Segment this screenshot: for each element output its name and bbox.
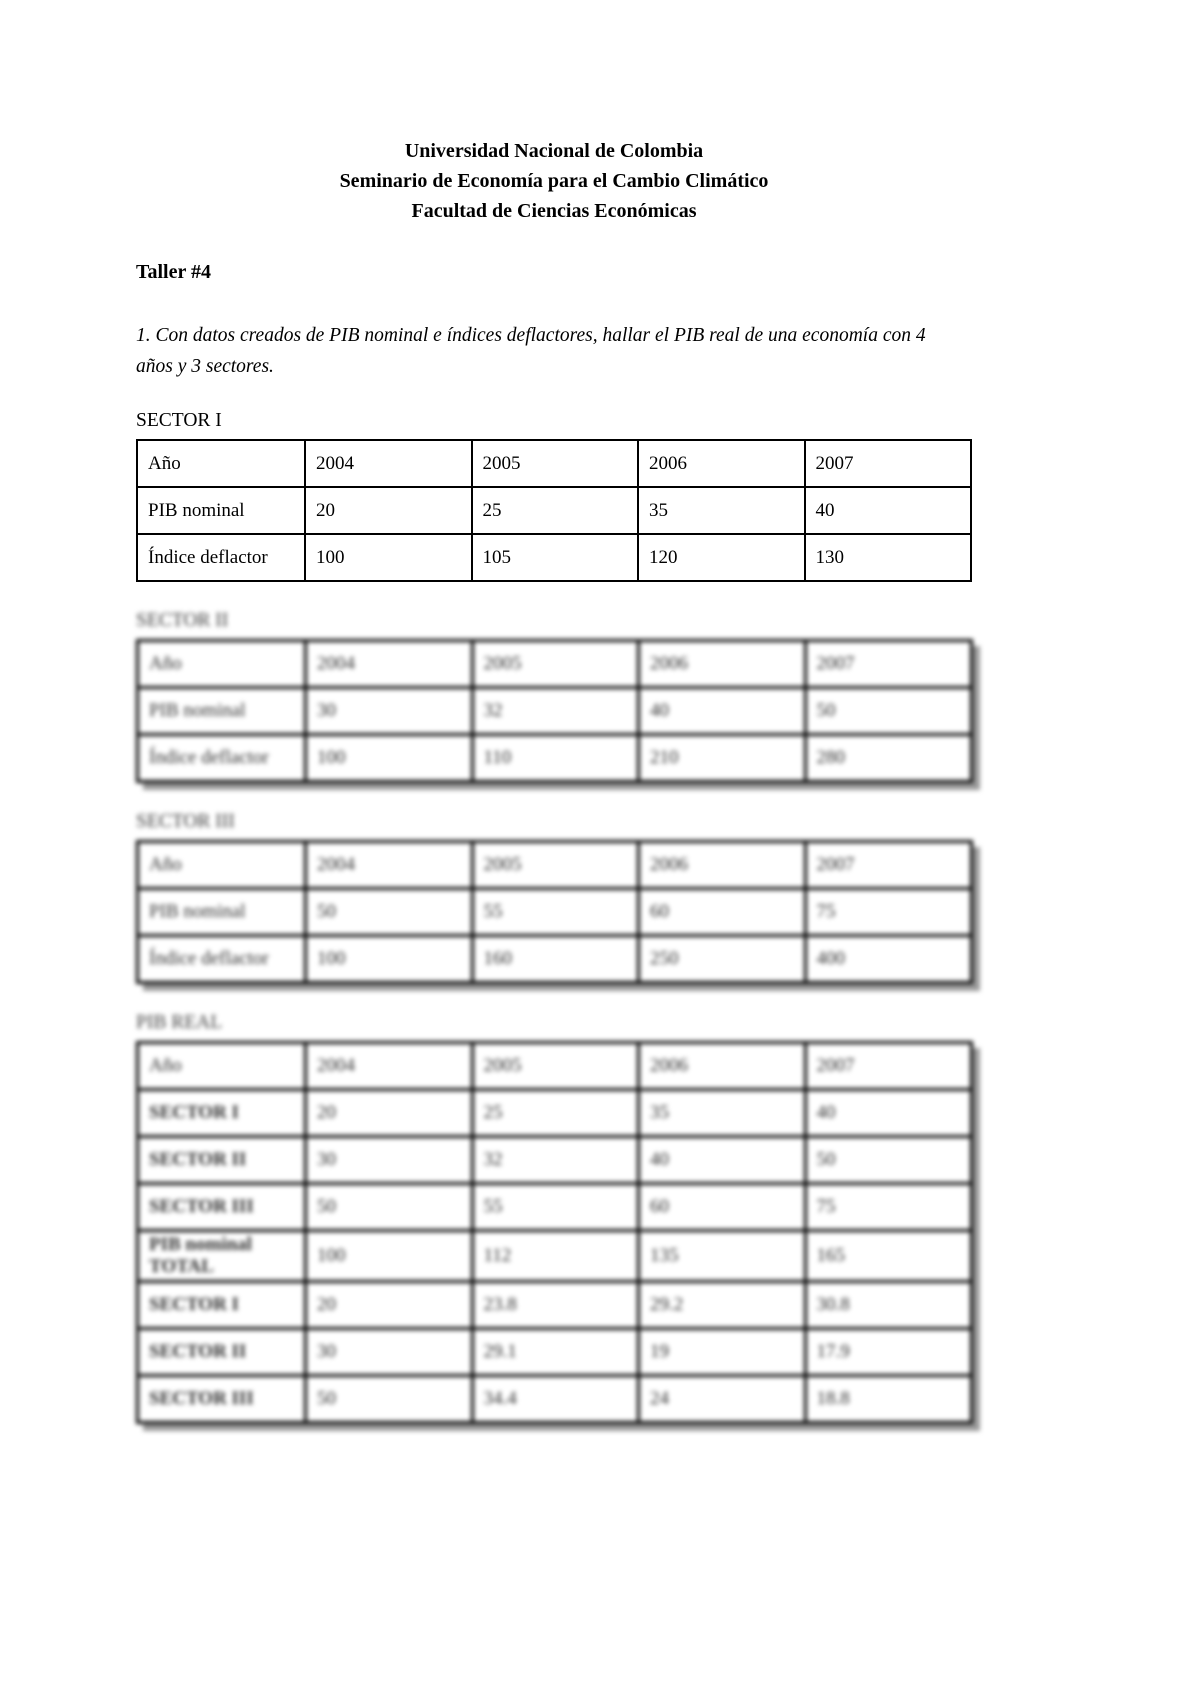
- section-sector-1: [136, 410, 972, 582]
- value-cell: 110: [472, 735, 639, 782]
- value-cell: 60: [639, 889, 806, 936]
- table-row: [138, 641, 972, 688]
- value-cell: 20: [306, 1090, 473, 1137]
- document-header: [136, 136, 972, 226]
- value-cell: 17.9: [805, 1329, 972, 1376]
- value-cell: 100: [306, 936, 473, 983]
- value-cell: 400: [805, 936, 972, 983]
- sector-3-table: [136, 840, 973, 984]
- row-label-cell: PIB nominal TOTAL: [138, 1231, 306, 1282]
- row-label-cell: Año: [138, 842, 306, 889]
- row-label-cell: SECTOR I: [138, 1282, 306, 1329]
- sector-1-table: [136, 439, 972, 582]
- value-cell: 24: [639, 1376, 806, 1423]
- table-row: [137, 534, 971, 581]
- value-cell: 2005: [472, 440, 639, 487]
- value-cell: 50: [306, 889, 473, 936]
- value-cell: 35: [638, 487, 805, 534]
- row-label-cell: Índice deflactor: [137, 534, 305, 581]
- value-cell: 19: [639, 1329, 806, 1376]
- value-cell: 29.1: [472, 1329, 639, 1376]
- pib-real-label: PIB REAL: [136, 1012, 223, 1033]
- value-cell: 120: [638, 534, 805, 581]
- pib-real-table: [136, 1041, 973, 1424]
- sector-2-label: SECTOR II: [136, 610, 229, 631]
- table-row: [138, 1376, 972, 1423]
- table-row: [137, 487, 971, 534]
- table-row: [137, 440, 971, 487]
- value-cell: 20: [305, 487, 472, 534]
- table-row: [138, 889, 972, 936]
- value-cell: 32: [472, 688, 639, 735]
- row-label-cell: SECTOR II: [138, 1137, 306, 1184]
- sector-2-table: [136, 639, 973, 783]
- value-cell: 50: [306, 1376, 473, 1423]
- value-cell: 40: [639, 688, 806, 735]
- value-cell: 55: [472, 1184, 639, 1231]
- value-cell: 40: [805, 1090, 972, 1137]
- value-cell: 160: [472, 936, 639, 983]
- value-cell: 2006: [639, 1043, 806, 1090]
- table-row: [138, 1231, 972, 1282]
- header-seminar: Seminario de Economía para el Cambio Climático: [339, 170, 769, 192]
- value-cell: 135: [639, 1231, 806, 1282]
- value-cell: 30: [306, 688, 473, 735]
- row-label-cell: PIB nominal: [138, 688, 306, 735]
- value-cell: 100: [305, 534, 472, 581]
- value-cell: 25: [472, 487, 639, 534]
- row-label-cell: Año: [138, 1043, 306, 1090]
- value-cell: 2005: [472, 842, 639, 889]
- value-cell: 165: [805, 1231, 972, 1282]
- value-cell: 50: [805, 1137, 972, 1184]
- row-label-cell: Índice deflactor: [138, 936, 306, 983]
- section-pib-real: [136, 1012, 972, 1424]
- value-cell: 105: [472, 534, 639, 581]
- table-row: [138, 1282, 972, 1329]
- value-cell: 100: [306, 1231, 473, 1282]
- value-cell: 2004: [305, 440, 472, 487]
- taller-title: Taller #4: [136, 261, 212, 283]
- table-row: [138, 936, 972, 983]
- row-label-cell: Año: [137, 440, 305, 487]
- value-cell: 30.8: [805, 1282, 972, 1329]
- value-cell: 40: [805, 487, 972, 534]
- value-cell: 280: [805, 735, 972, 782]
- value-cell: 35: [639, 1090, 806, 1137]
- value-cell: 2004: [306, 641, 473, 688]
- value-cell: 60: [639, 1184, 806, 1231]
- sector-3-label: SECTOR III: [136, 811, 235, 832]
- row-label-cell: Índice deflactor: [138, 735, 306, 782]
- row-label-cell: Año: [138, 641, 306, 688]
- value-cell: 75: [805, 889, 972, 936]
- value-cell: 2004: [306, 842, 473, 889]
- value-cell: 2007: [805, 440, 972, 487]
- exercise-statement: 1. Con datos creados de PIB nominal e índices deflactores, hallar el PIB real de una economía con 4 años y 3 sectores.: [136, 325, 926, 377]
- table-row: [138, 1043, 972, 1090]
- value-cell: 2006: [638, 440, 805, 487]
- row-label-cell: SECTOR II: [138, 1329, 306, 1376]
- header-university: Universidad Nacional de Colombia: [404, 140, 704, 162]
- table-row: [138, 1184, 972, 1231]
- value-cell: 34.4: [472, 1376, 639, 1423]
- table-row: [138, 1090, 972, 1137]
- value-cell: 30: [306, 1329, 473, 1376]
- value-cell: 32: [472, 1137, 639, 1184]
- value-cell: 100: [306, 735, 473, 782]
- value-cell: 2006: [639, 641, 806, 688]
- value-cell: 2005: [472, 1043, 639, 1090]
- value-cell: 2005: [472, 641, 639, 688]
- value-cell: 210: [639, 735, 806, 782]
- value-cell: 40: [639, 1137, 806, 1184]
- value-cell: 250: [639, 936, 806, 983]
- row-label-cell: SECTOR III: [138, 1376, 306, 1423]
- value-cell: 18.8: [805, 1376, 972, 1423]
- value-cell: 23.8: [472, 1282, 639, 1329]
- row-label-cell: PIB nominal: [137, 487, 305, 534]
- document-content: [136, 0, 972, 1424]
- value-cell: 2007: [805, 1043, 972, 1090]
- table-row: [138, 735, 972, 782]
- header-faculty: Facultad de Ciencias Económicas: [411, 200, 697, 222]
- section-sector-3: [136, 811, 972, 984]
- table-row: [138, 1137, 972, 1184]
- section-sector-2: [136, 610, 972, 783]
- value-cell: 50: [306, 1184, 473, 1231]
- value-cell: 2007: [805, 842, 972, 889]
- value-cell: 2006: [639, 842, 806, 889]
- value-cell: 2007: [805, 641, 972, 688]
- value-cell: 25: [472, 1090, 639, 1137]
- table-row: [138, 1329, 972, 1376]
- value-cell: 30: [306, 1137, 473, 1184]
- row-label-cell: PIB nominal: [138, 889, 306, 936]
- table-row: [138, 842, 972, 889]
- value-cell: 2004: [306, 1043, 473, 1090]
- value-cell: 50: [805, 688, 972, 735]
- value-cell: 75: [805, 1184, 972, 1231]
- value-cell: 130: [805, 534, 972, 581]
- sector-1-label: SECTOR I: [136, 410, 222, 431]
- value-cell: 112: [472, 1231, 639, 1282]
- row-label-cell: SECTOR III: [138, 1184, 306, 1231]
- value-cell: 55: [472, 889, 639, 936]
- value-cell: 20: [306, 1282, 473, 1329]
- table-row: [138, 688, 972, 735]
- value-cell: 29.2: [639, 1282, 806, 1329]
- row-label-cell: SECTOR I: [138, 1090, 306, 1137]
